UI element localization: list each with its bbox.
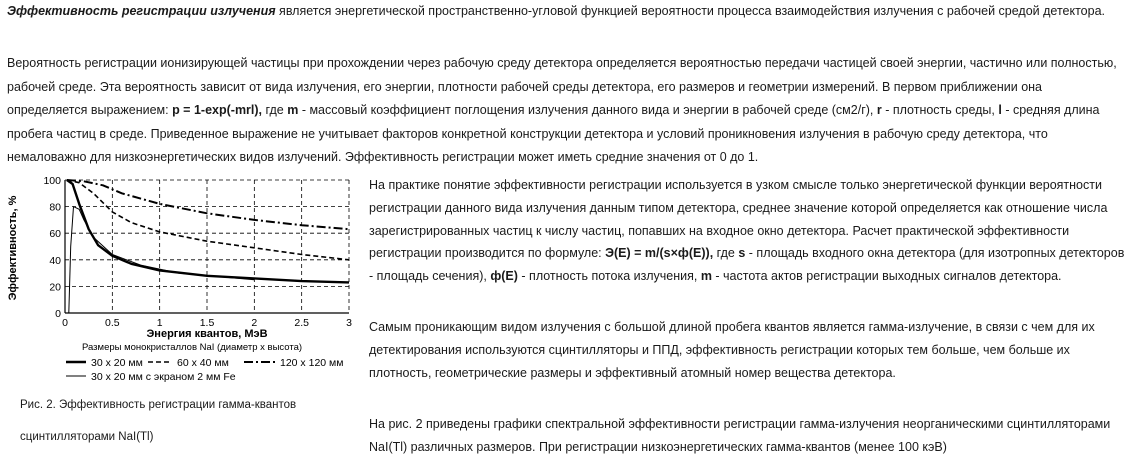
- y-tick-label: 100: [43, 175, 61, 187]
- symbol-m: m: [700, 269, 712, 284]
- x-tick-label: 2.5: [294, 317, 309, 329]
- y-tick-labels: [43, 175, 61, 320]
- x-tick-label: 1: [156, 317, 163, 329]
- text-run: - плотность потока излучения,: [517, 269, 701, 284]
- text-run: - средняя длина пробега частиц в среде. Приведенное выражение не учитывает факторов конкретной конструкции детектора и условий проникновения излучения в рабочую среду детектора, что немаловажно для низкоэнергетических видов излучений. Эффективность регистрации может иметь средние значения от 0 до 1.: [7, 103, 1100, 164]
- x-tick-label: 0: [62, 317, 68, 329]
- chart-grid: [65, 180, 349, 313]
- series-line-0: [67, 180, 349, 282]
- series-line-1: [67, 180, 349, 260]
- practical-efficiency-paragraph: [369, 174, 1125, 288]
- symbol-s: s: [738, 246, 746, 261]
- x-tick-label: 1.5: [199, 317, 215, 329]
- x-tick-label: 0.5: [105, 317, 120, 329]
- figure-caption-line2: сцинтилляторами NaI(Tl): [20, 431, 154, 443]
- y-axis-label: Эффективность, %: [7, 195, 19, 301]
- legend-label-3: 30 x 20 мм с экраном 2 мм Fe: [91, 371, 236, 383]
- efficiency-chart: [0, 170, 362, 392]
- legend-label-1: 60 x 40 мм: [177, 357, 229, 369]
- symbol-m: m: [287, 103, 299, 117]
- text-run: - площадь входного окна детектора (для изотропных детекторов - площадь сечения),: [369, 246, 1125, 284]
- symbol-r: r: [876, 103, 882, 117]
- probability-formula: р = 1-exp(-mrl),: [172, 103, 263, 117]
- term-heading: Эффективность регистрации излучения: [7, 4, 276, 18]
- x-tick-label: 3: [346, 317, 352, 329]
- text-run: Вероятность регистрации ионизирующей частицы при прохождении через рабочую среду детектора определяется вероятностью передачи частицей своей энергии, частично или полностью, рабочей среде. Эта вероятность зависит от вида излучения, его энергии, плотности рабочей среды детектора, его размеров и геометрии измерений. В первом приближении она определяется выражением:: [7, 56, 1117, 117]
- y-tick-label: 0: [55, 308, 61, 320]
- figure-reference-paragraph: На рис. 2 приведены графики спектральной эффективности регистрации гамма-излучения неорганическими сцинтилляторами NaI(Tl) различных размеров. При регистрации низкоэнергетических гамма-квантов (менее 100 кэВ): [369, 417, 1111, 454]
- text-run: - плотность среды,: [881, 103, 999, 117]
- symbol-l: l: [998, 103, 1002, 117]
- text-run: - частота актов регистрации выходных сигналов детектора.: [711, 269, 1062, 284]
- legend-label-2: 120 x 120 мм: [280, 357, 344, 369]
- x-axis-label: Энергия квантов, МэВ: [146, 328, 268, 340]
- text-run: где: [713, 246, 739, 261]
- legend-label-0: 30 x 20 мм: [91, 357, 143, 369]
- figure-caption-line1: Рис. 2. Эффективность регистрации гамма-квантов: [20, 399, 297, 411]
- series-line-2: [67, 180, 349, 229]
- x-tick-label: 2: [251, 317, 258, 329]
- text-run: где: [262, 103, 288, 117]
- y-tick-label: 60: [49, 228, 61, 241]
- intro-paragraph: [7, 0, 1123, 24]
- chart-legend: [66, 357, 343, 383]
- gamma-paragraph: Самым проникающим видом излучения с большой длиной пробега квантов является гамма-излучение, в связи с чем для их детектирования используются сцинтилляторы и ППД, эффективность регистрации которых тем больше, чем больше их плотность, геометрические размеры и эффективный атомный номер вещества детектора.: [369, 320, 1095, 380]
- intro-text: является энергетической пространственно-угловой функцией вероятности процесса взаимодействия излучения с рабочей средой детектора.: [275, 4, 1106, 18]
- probability-paragraph: [7, 52, 1123, 170]
- y-tick-label: 40: [49, 254, 61, 267]
- legend-title: Размеры монокристаллов NaI (диаметр x высота): [81, 342, 303, 353]
- symbol-phi: ф(Е): [490, 269, 518, 284]
- efficiency-formula: Э(Е) = m/(s×ф(E)),: [605, 246, 714, 261]
- chart-series: [67, 180, 349, 313]
- text-run: На практике понятие эффективности регистрации используется в узком смысле только энергетической функции вероятности регистрации данного вида излучения данным типом детектора, среднее значение которой определяется как отношение числа зарегистрированных частиц к числу частиц, попавших на входное окно детектора. Расчет практической эффективности регистрации производится по формуле:: [369, 178, 1108, 261]
- y-tick-label: 20: [49, 281, 61, 294]
- y-tick-label: 80: [49, 201, 61, 214]
- text-run: - массовый коэффициент поглощения излучения данного вида и энергии в рабочей среде (см2/г),: [298, 103, 877, 117]
